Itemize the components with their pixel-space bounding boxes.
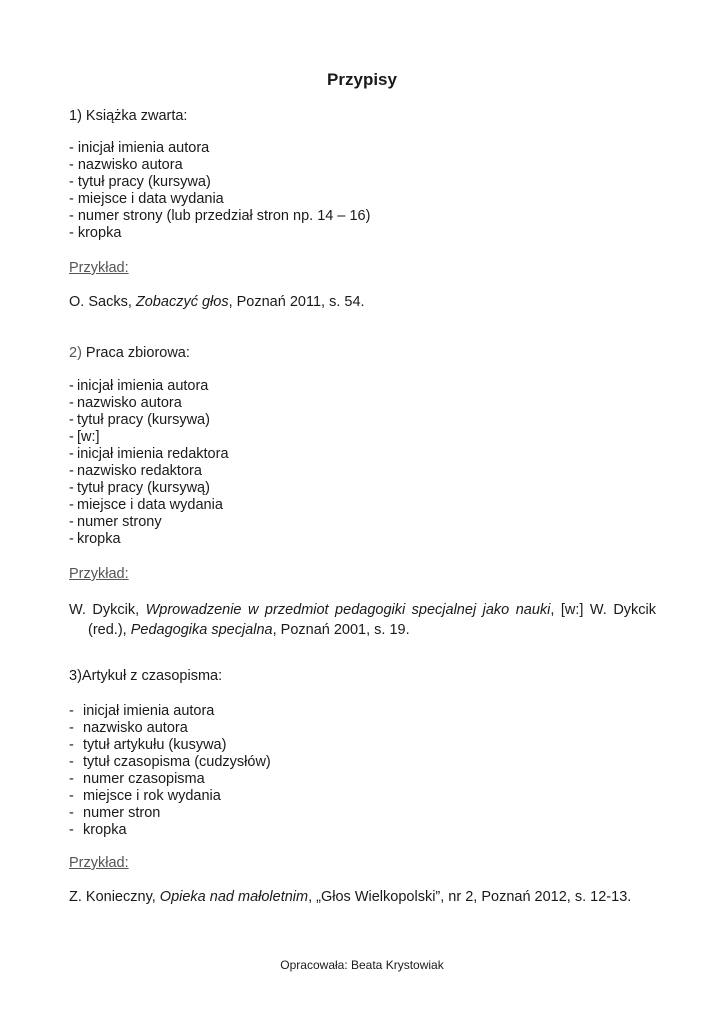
page-title: Przypisy [327, 70, 397, 89]
list-item: - tytuł pracy (kursywą) [69, 480, 210, 496]
example-title-italic: Zobaczyć głos [135, 294, 229, 310]
section2-example-label: Przykład: [69, 566, 129, 582]
section3-example-label: Przykład: [69, 855, 129, 871]
section3-example [69, 889, 631, 905]
list-item: - nazwisko autora [69, 720, 188, 736]
section2-heading-text: Praca zbiorowa: [81, 345, 190, 361]
example-line-1: W. Dykcik, Wprowadzenie w przedmiot pedagogiki specjalnej jako nauki, [w:] W. Dykcik [69, 602, 657, 618]
list-item: - kropka [69, 225, 122, 241]
example-title-italic: Pedagogika specjalna [130, 622, 273, 638]
list-item: - kropka [69, 822, 127, 838]
list-item: - tytuł pracy (kursywa) [69, 174, 211, 190]
list-item: - kropka [69, 531, 121, 547]
footer-author: Opracowała: Beata Krystowiak [280, 958, 444, 972]
section1-heading: 1) Książka zwarta: [69, 108, 188, 124]
list-item: - tytuł czasopisma (cudzysłów) [69, 754, 271, 770]
example-title-italic: Opieka nad małoletnim [159, 889, 309, 905]
example-text: , Poznań 2011, s. 54. [228, 294, 365, 310]
section1-example [69, 294, 365, 310]
list-item: - tytuł pracy (kursywa) [69, 412, 210, 428]
list-item: - inicjał imienia autora [69, 378, 209, 394]
section3-heading-text: Artykuł z czasopisma: [81, 668, 223, 684]
section2-list [69, 378, 229, 548]
section3-heading [69, 668, 222, 684]
example-text: Z. Konieczny, [69, 889, 160, 905]
example-text: , „Głos Wielkopolski”, nr 2, Poznań 2012, s. 12-13. [308, 889, 632, 905]
list-item: - nazwisko autora [69, 157, 183, 173]
list-item: - inicjał imienia autora [69, 703, 215, 719]
list-item: - inicjał imienia redaktora [69, 446, 229, 462]
example-text: O. Sacks, [69, 294, 136, 310]
list-item: - numer strony (lub przedział stron np. 14 – 16) [69, 208, 371, 224]
list-item: - numer stron [69, 805, 161, 821]
section3-list [69, 703, 271, 839]
list-item: - miejsce i rok wydania [69, 788, 221, 804]
section2-number: 2) [69, 345, 82, 361]
section1-example-label: Przykład: [69, 260, 129, 276]
section2-example [69, 600, 656, 640]
section2-heading [69, 345, 190, 361]
list-item: - inicjał imienia autora [69, 140, 210, 156]
example-title-italic: Wprowadzenie w przedmiot pedagogiki specjalnej jako nauki [145, 602, 551, 618]
list-item: - numer strony [69, 514, 162, 530]
list-item: - tytuł artykułu (kusywa) [69, 737, 227, 753]
section3-number: 3) [69, 668, 82, 684]
list-item: - [w:] [69, 429, 100, 445]
example-line-2: (red.), Pedagogika specjalna, Poznań 2001, s. 19. [88, 622, 410, 638]
list-item: - miejsce i data wydania [69, 497, 223, 513]
list-item: - nazwisko redaktora [69, 463, 202, 479]
list-item: - numer czasopisma [69, 771, 205, 787]
list-item: - nazwisko autora [69, 395, 182, 411]
section1-list [69, 140, 370, 242]
list-item: - miejsce i data wydania [69, 191, 224, 207]
